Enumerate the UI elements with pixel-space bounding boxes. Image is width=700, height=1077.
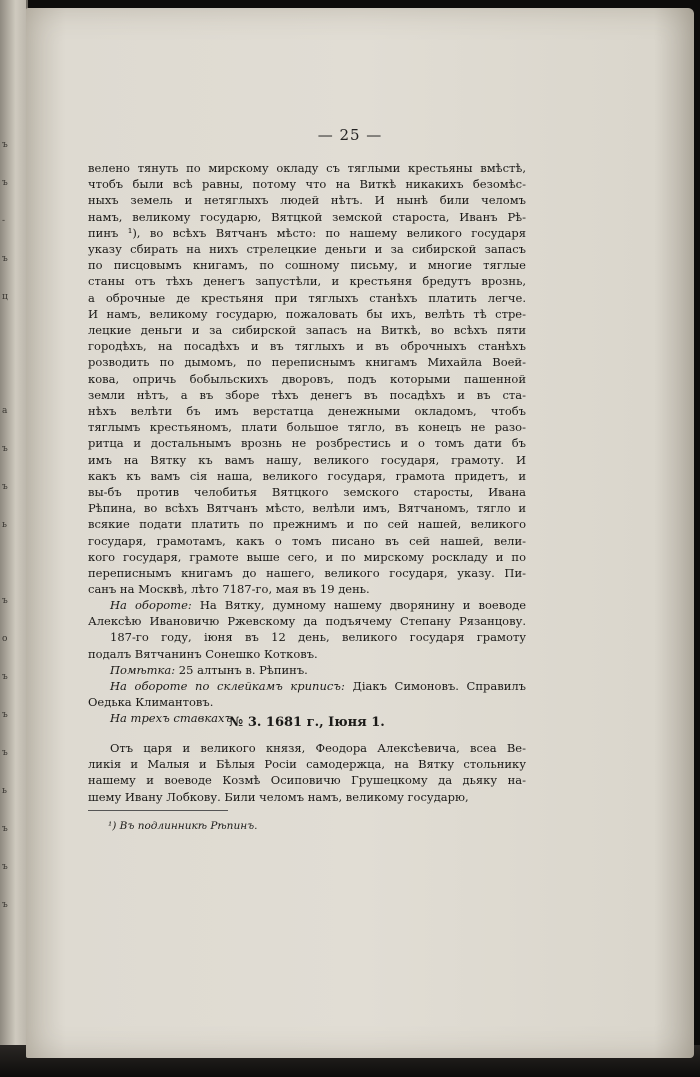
text-line: тяглымъ крестьяномъ, плати большое тягло, въ конецъ не разо- bbox=[88, 420, 526, 435]
facing-page-fragment: ц bbox=[2, 292, 8, 302]
text-line: нашему и воеводе Козмѣ Осиповичю Грушецкому да дьяку на- bbox=[88, 773, 526, 788]
text-line: имъ на Вятку къ вамъ нашу, великого государя, грамоту. И bbox=[88, 452, 526, 467]
facing-page-fragment: ъ bbox=[2, 748, 8, 758]
text-line: земли нѣтъ, а въ зборе тѣхъ денегъ въ посадѣхъ и въ ста- bbox=[88, 387, 526, 402]
text-line: указу сбирать на нихъ стрелецкие деньги и за сибирской запасъ bbox=[88, 242, 526, 257]
text-line: санъ на Москвѣ, лѣто 7187-го, мая въ 19 день. bbox=[88, 582, 370, 597]
facing-page-fragment: ъ bbox=[2, 596, 8, 606]
text-line: станы отъ тѣхъ денегъ запустѣли, и крестьяня бредутъ врознь, bbox=[88, 274, 526, 289]
facing-page-fragment: ъ bbox=[2, 444, 8, 454]
facing-page-fragment: ъ bbox=[2, 254, 8, 264]
text-line: государя, грамотамъ, какъ о томъ писано въ сей нашей, вели- bbox=[88, 533, 526, 548]
document-body-text-2 bbox=[88, 740, 526, 805]
obverse-line bbox=[88, 597, 526, 613]
facing-page-fragment: ъ bbox=[2, 140, 8, 150]
obverse-note bbox=[88, 597, 526, 727]
obverse-label: На обороте: bbox=[110, 598, 192, 612]
note-line bbox=[88, 662, 526, 678]
text-line: ритца и достальнымъ врознь не розбрестись и о томъ дати бъ bbox=[88, 436, 526, 451]
text-line: И намъ, великому государю, пожаловать бы ихъ, велѣть тѣ стре- bbox=[88, 306, 526, 321]
facing-page-fragment: ъ bbox=[2, 900, 8, 910]
text-line: какъ къ вамъ сія наша, великого государя, грамота придетъ, и bbox=[88, 468, 526, 483]
facing-page-fragment: ъ bbox=[2, 482, 8, 492]
text-line: велено тянуть по мирскому окладу съ тяглыми крестьяны вмѣстѣ, bbox=[88, 161, 526, 175]
text-line: вы-бъ против челобитья Вятцкого земского старосты, Ивана bbox=[88, 485, 526, 500]
facing-page-fragment: ъ bbox=[2, 710, 8, 720]
document-body-text bbox=[88, 160, 526, 597]
text-line: розводить по дымомъ, по переписнымъ книгамъ Михайла Воей- bbox=[88, 355, 526, 370]
text-line: шему Ивану Лобкову. Били челомъ намъ, великому государю, bbox=[88, 789, 469, 804]
text-line: Рѣпина, во всѣхъ Вятчанъ мѣсто, велѣли имъ, Вятчаномъ, тягло и bbox=[88, 501, 526, 516]
facing-page-fragment: а bbox=[2, 406, 8, 416]
text-line: городѣхъ, на посадѣхъ и въ тяглыхъ и въ оброчныхъ станѣхъ bbox=[88, 339, 526, 354]
text-line: намъ, великому государю, Вятцкой земской староста, Иванъ Рѣ- bbox=[88, 209, 526, 224]
seals-line: На трехъ ставкахъ. bbox=[110, 711, 236, 726]
text-line: кова, опричь бобыльскихъ дворовъ, подъ которыми пашенной bbox=[88, 371, 526, 386]
footnote: ¹) Въ подлинникѣ Рѣпинъ. bbox=[108, 820, 258, 832]
obverse-line: Алексѣю Ивановичю Ржевскому да подъячему Степану Рязанцову. bbox=[88, 614, 526, 629]
facing-page-fragment: ь bbox=[2, 786, 7, 796]
facing-page-fragment: ъ bbox=[2, 672, 8, 682]
text-line: ликiя и Малыя и Бѣлыя Росiи самодержца, на Вятку стольнику bbox=[88, 757, 526, 772]
text-line: переписнымъ книгамъ до нашего, великого государя, указу. Пи- bbox=[88, 566, 526, 581]
text-line: по писцовымъ книгамъ, по сошному письму, и многие тяглые bbox=[88, 258, 526, 273]
facing-page-fragment: о bbox=[2, 634, 8, 644]
obverse2-label: На обороте по склейкамъ криписъ: bbox=[110, 679, 345, 694]
document-heading: № 3. 1681 г., Iюня 1. bbox=[229, 715, 385, 730]
obverse2-line bbox=[88, 678, 526, 694]
facing-page-fragment: ъ bbox=[2, 862, 8, 872]
text-line: всякие подати платить по прежнимъ и по сей нашей, великого bbox=[88, 517, 526, 532]
facing-page-fragment: ъ bbox=[2, 824, 8, 834]
text-line: лецкие деньги и за сибирской запасъ на Виткѣ, во всѣхъ пяти bbox=[88, 323, 526, 338]
text-line: чтобъ были всѣ равны, потому что на Виткѣ никакихъ безомѣс- bbox=[88, 177, 526, 192]
obverse2-text: Дiакъ Симоновъ. Справилъ bbox=[352, 679, 526, 694]
note-label: Помѣтка: bbox=[110, 662, 176, 677]
obverse2-line: Оедька Климантовъ. bbox=[88, 695, 214, 710]
text-line: ныхъ земель и нетяглыхъ людей нѣтъ. И нынѣ били челомъ bbox=[88, 193, 526, 208]
footnote-divider bbox=[88, 810, 228, 811]
text-line: Отъ царя и великого князя, Феодора Алексѣевича, всеа Ве- bbox=[110, 741, 526, 755]
text-line: пинъ ¹), во всѣхъ Вятчанъ мѣсто: по нашему великого государя bbox=[88, 225, 526, 240]
facing-page-edge bbox=[0, 0, 28, 1050]
note-text: 25 алтынъ в. Рѣпинъ. bbox=[178, 662, 308, 677]
obverse-line: подалъ Вятчанинъ Сонешко Котковъ. bbox=[88, 646, 318, 661]
obverse-line: 187-го году, iюня въ 12 день, великого государя грамоту bbox=[110, 630, 526, 645]
facing-page-fragment: ь bbox=[2, 520, 7, 530]
obverse-text: На Вятку, думному нашему дворянину и воеводе bbox=[199, 598, 526, 612]
text-line: а оброчные де крестьяня при тяглыхъ станѣхъ платить легче. bbox=[88, 290, 526, 305]
page-number: — 25 — bbox=[317, 126, 383, 144]
text-line: кого государя, грамоте выше сего, и по мирскому роскладу и по bbox=[88, 549, 526, 564]
text-line: нѣхъ велѣти бъ имъ верстатца денежными окладомъ, чтобъ bbox=[88, 404, 526, 419]
facing-page-fragment: ъ bbox=[2, 178, 8, 188]
facing-page-fragment: - bbox=[2, 216, 6, 226]
